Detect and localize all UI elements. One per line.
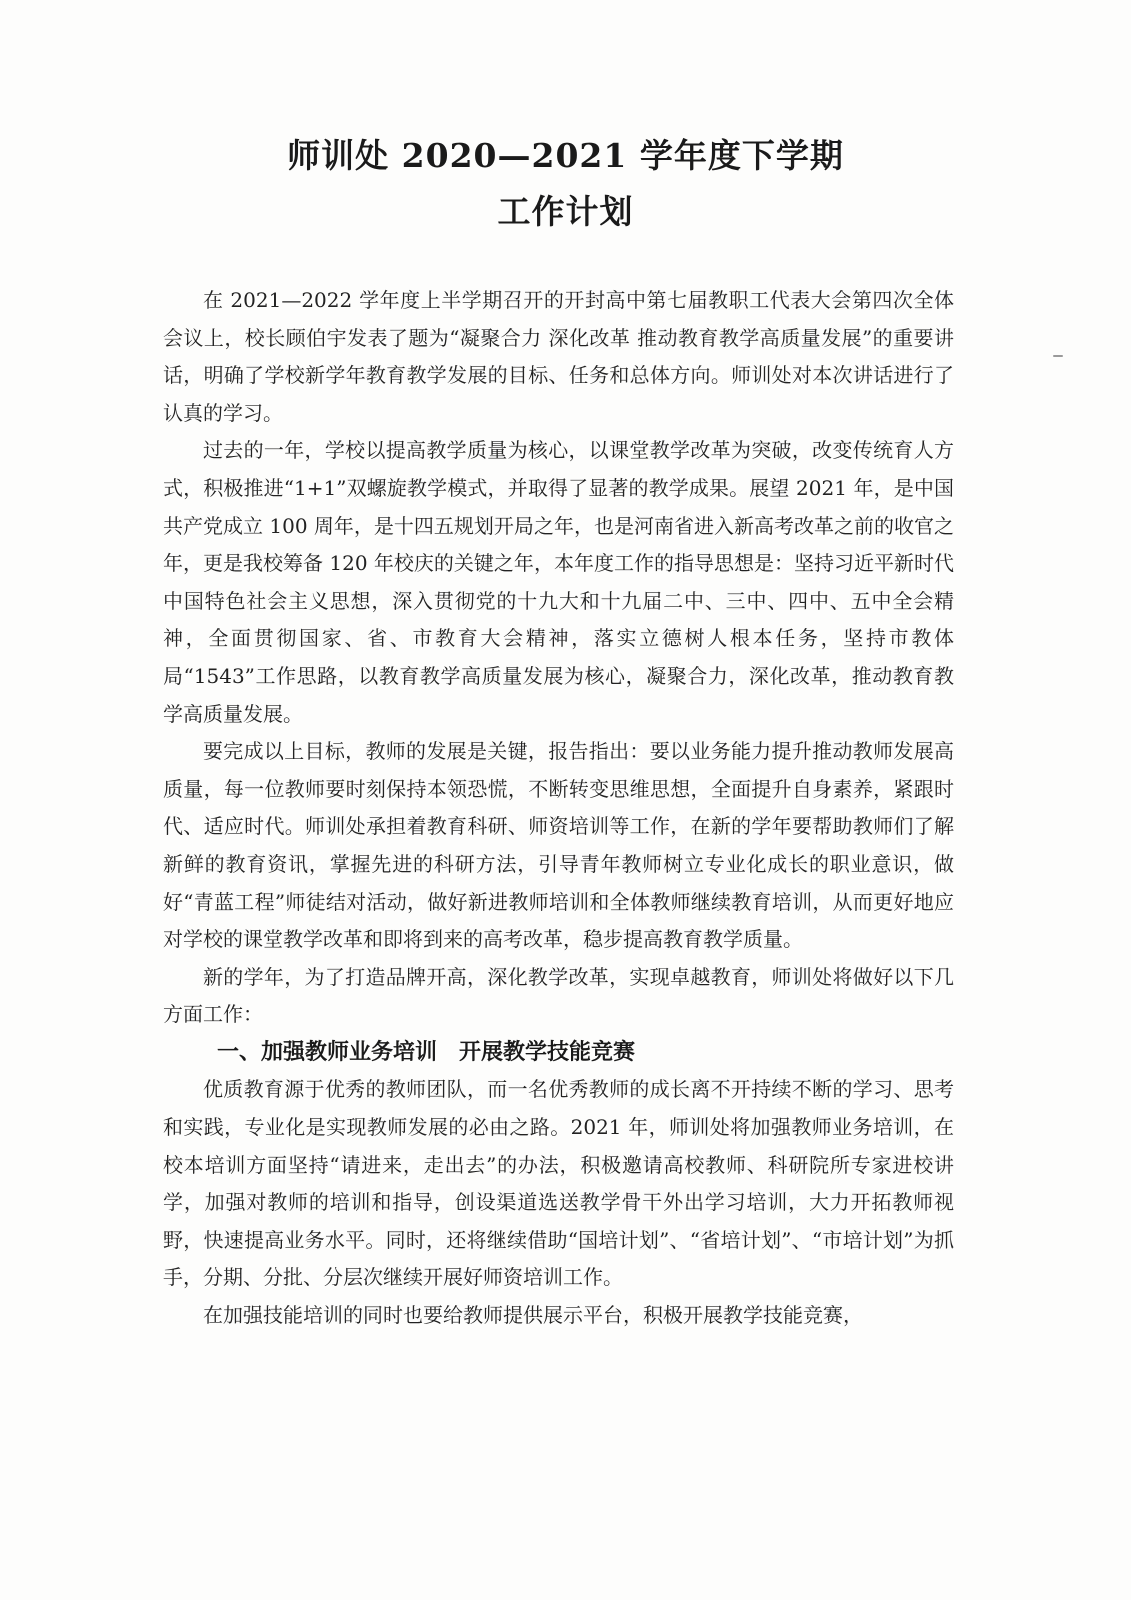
title-line-2: 工作计划 — [497, 192, 634, 231]
title-line-1: 师训处 2020—2021 学年度下学期 — [287, 136, 844, 175]
document-body — [163, 282, 954, 1335]
paragraph-goals: 要完成以上目标，教师的发展是关键，报告指出：要以业务能力提升推动教师发展高质量，每一位教师要时刻保持本领恐慌，不断转变思维思想，全面提升自身素养，紧跟时代、适应时代。师训处承担着教育科研、师资培训等工作，在新的学年要帮助教师们了解新鲜的教育资讯，掌握先进的科研方法，引导青年教师树立专业化成长的职业意识，做好“青蓝工程”师徒结对活动，做好新进教师培训和全体教师继续教育培训，从而更好地应对学校的课堂教学改革和即将到来的高考改革，稳步提高教育教学质量。 — [163, 739, 954, 952]
paragraph-past-year: 过去的一年，学校以提高教学质量为核心，以课堂教学改革为突破，改变传统育人方式，积极推进“1+1”双螺旋教学模式，并取得了显著的教学成果。展望 2021 年，是中国共产党成立 100 周年，是十四五规划开局之年，也是河南省进入新高考改革之前的收官之年，更是我校筹备 120 年校庆的关键之年，本年度工作的指导思想是：坚持习近平新时代中国特色社会主义思想，深入贯彻党的十九大和十九届二中、三中、四中、五中全会精神，全面贯彻国家、省、市教育大会精神，落实立德树人根本任务，坚持市教体局“1543”工作思路，以教育教学高质量发展为核心，凝聚合力，深化改革，推动教育教学高质量发展。 — [163, 438, 954, 726]
section-heading: 一、加强教师业务培训 开展教学技能竞赛 — [217, 1039, 636, 1065]
paragraph-new-year: 新的学年，为了打造品牌开高，深化教学改革，实现卓越教育，师训处将做好以下几方面工作： — [163, 964, 954, 1027]
paragraph-competition: 在加强技能培训的同时也要给教师提供展示平台，积极开展教学技能竞赛， — [203, 1303, 863, 1328]
scan-mark — [1053, 355, 1063, 357]
paragraph-intro: 在 2021—2022 学年度上半学期召开的开封高中第七届教职工代表大会第四次全体会议上，校长顾伯宇发表了题为“凝聚合力 深化改革 推动教育教学高质量发展”的重要讲话，明确了学校新学年教育教学发展的目标、任务和总体方向。师训处对本次讲话进行了认真的学习。 — [163, 288, 954, 425]
paragraph-training: 优质教育源于优秀的教师团队，而一名优秀教师的成长离不开持续不断的学习、思考和实践，专业化是实现教师发展的必由之路。2021 年，师训处将加强教师业务培训，在校本培训方面坚持“请进来，走出去”的办法，积极邀请高校教师、科研院所专家进校讲学，加强对教师的培训和指导，创设渠道选送教学骨干外出学习培训，大力开拓教师视野，快速提高业务水平。同时，还将继续借助“国培计划”、“省培计划”、“市培计划”为抓手，分期、分批、分层次继续开展好师资培训工作。 — [163, 1077, 954, 1290]
document-title — [0, 128, 1131, 240]
